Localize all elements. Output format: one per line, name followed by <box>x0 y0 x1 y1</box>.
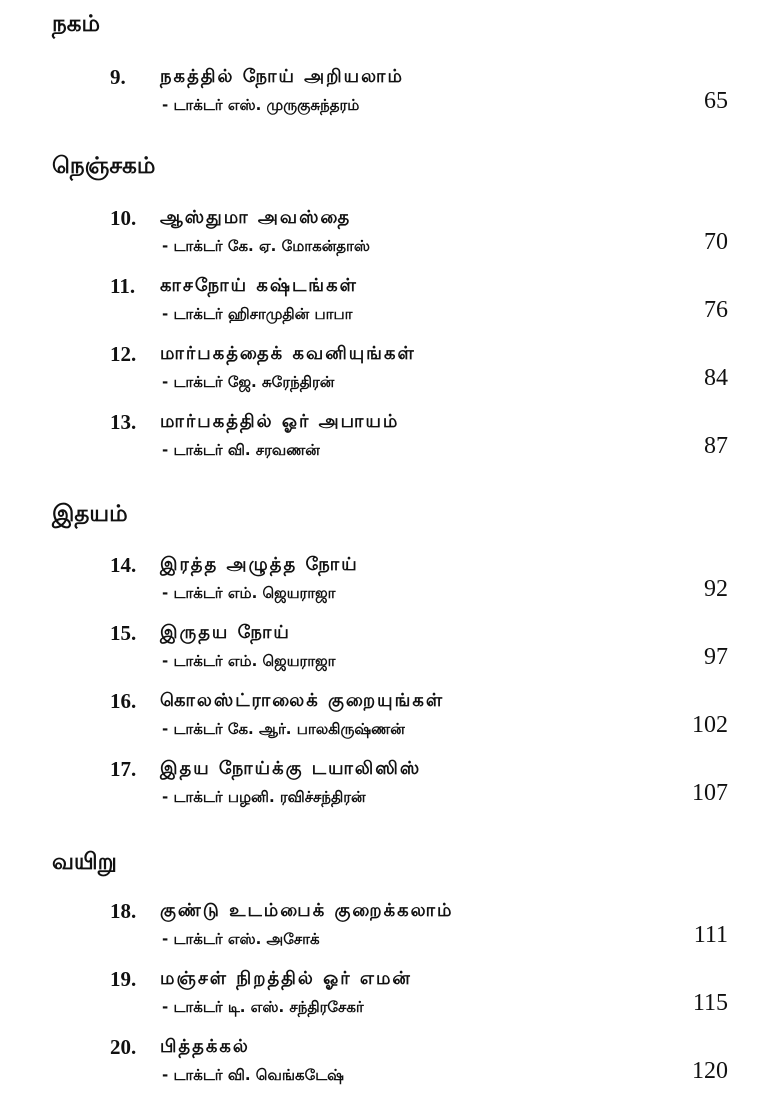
entry-title: பித்தக்கல் <box>160 1036 250 1057</box>
entry-author: - டாக்டர் எஸ். முருகுசுந்தரம் <box>162 96 360 114</box>
entry-title: ஆஸ்துமா அவஸ்தை <box>160 207 352 228</box>
entry-page-number: 115 <box>692 990 728 1016</box>
toc-entry <box>0 552 780 616</box>
entry-page-number: 97 <box>704 644 728 670</box>
entry-number: 19. <box>110 967 137 991</box>
entry-number: 18. <box>110 899 137 923</box>
entry-title: மஞ்சள் நிறத்தில் ஓர் எமன் <box>160 968 412 989</box>
entry-number: 13. <box>110 410 137 434</box>
entry-page-number: 120 <box>692 1058 728 1084</box>
entry-author: - டாக்டர் வி. வெங்கடேஷ் <box>162 1066 344 1084</box>
entry-number: 17. <box>110 757 137 781</box>
entry-author: - டாக்டர் பழனி. ரவிச்சந்திரன் <box>162 788 366 806</box>
entry-page-number: 102 <box>692 712 728 738</box>
entry-page-number: 65 <box>704 88 728 114</box>
toc-entry <box>0 898 780 962</box>
entry-author: - டாக்டர் ஹிசாமுதின் பாபா <box>162 305 353 323</box>
toc-entry <box>0 409 780 473</box>
toc-entry <box>0 64 780 128</box>
entry-title: மார்பகத்தில் ஓர் அபாயம் <box>160 411 400 432</box>
section-heading: இதயம் <box>52 501 128 527</box>
entry-title: குண்டு உடம்பைக் குறைக்கலாம் <box>160 900 454 921</box>
entry-title: இரத்த அழுத்த நோய் <box>160 554 359 575</box>
entry-number: 14. <box>110 553 137 577</box>
entry-page-number: 84 <box>704 365 728 391</box>
section-heading: நகம் <box>52 11 100 37</box>
entry-number: 9. <box>110 65 126 89</box>
toc-entry <box>0 966 780 1030</box>
entry-author: - டாக்டர் எம். ஜெயராஜா <box>162 652 336 670</box>
entry-number: 12. <box>110 342 137 366</box>
entry-title: இதய நோய்க்கு டயாலிஸிஸ் <box>160 758 422 779</box>
section-heading: வயிறு <box>52 849 117 875</box>
toc-entry <box>0 273 780 337</box>
entry-author: - டாக்டர் எஸ். அசோக் <box>162 930 320 948</box>
entry-page-number: 76 <box>704 297 728 323</box>
entry-title: நகத்தில் நோய் அறியலாம் <box>160 66 404 87</box>
toc-entry <box>0 341 780 405</box>
entry-title: மார்பகத்தைக் கவனியுங்கள் <box>160 343 416 364</box>
entry-page-number: 107 <box>692 780 728 806</box>
entry-number: 11. <box>110 274 136 298</box>
entry-page-number: 70 <box>704 229 728 255</box>
entry-number: 20. <box>110 1035 137 1059</box>
entry-author: - டாக்டர் எம். ஜெயராஜா <box>162 584 336 602</box>
entry-number: 15. <box>110 621 137 645</box>
entry-author: - டாக்டர் வி. சரவணன் <box>162 441 320 459</box>
entry-title: காசநோய் கஷ்டங்கள் <box>160 275 358 296</box>
entry-author: - டாக்டர் ஜே. சுரேந்திரன் <box>162 373 335 391</box>
entry-number: 16. <box>110 689 137 713</box>
entry-author: - டாக்டர் டி. எஸ். சந்திரசேகர் <box>162 998 364 1016</box>
entry-page-number: 87 <box>704 433 728 459</box>
toc-entry <box>0 688 780 752</box>
toc-entry <box>0 756 780 820</box>
entry-author: - டாக்டர் கே. ஏ. மோகன்தாஸ் <box>162 237 370 255</box>
toc-entry <box>0 1034 780 1098</box>
entry-author: - டாக்டர் கே. ஆர். பாலகிருஷ்ணன் <box>162 720 405 738</box>
toc-entry <box>0 205 780 269</box>
entry-title: இருதய நோய் <box>160 622 291 643</box>
entry-title: கொலஸ்ட்ராலைக் குறையுங்கள் <box>160 690 445 711</box>
entry-page-number: 111 <box>693 922 728 948</box>
entry-number: 10. <box>110 206 137 230</box>
section-heading: நெஞ்சகம் <box>52 153 156 179</box>
toc-entry <box>0 620 780 684</box>
entry-page-number: 92 <box>704 576 728 602</box>
